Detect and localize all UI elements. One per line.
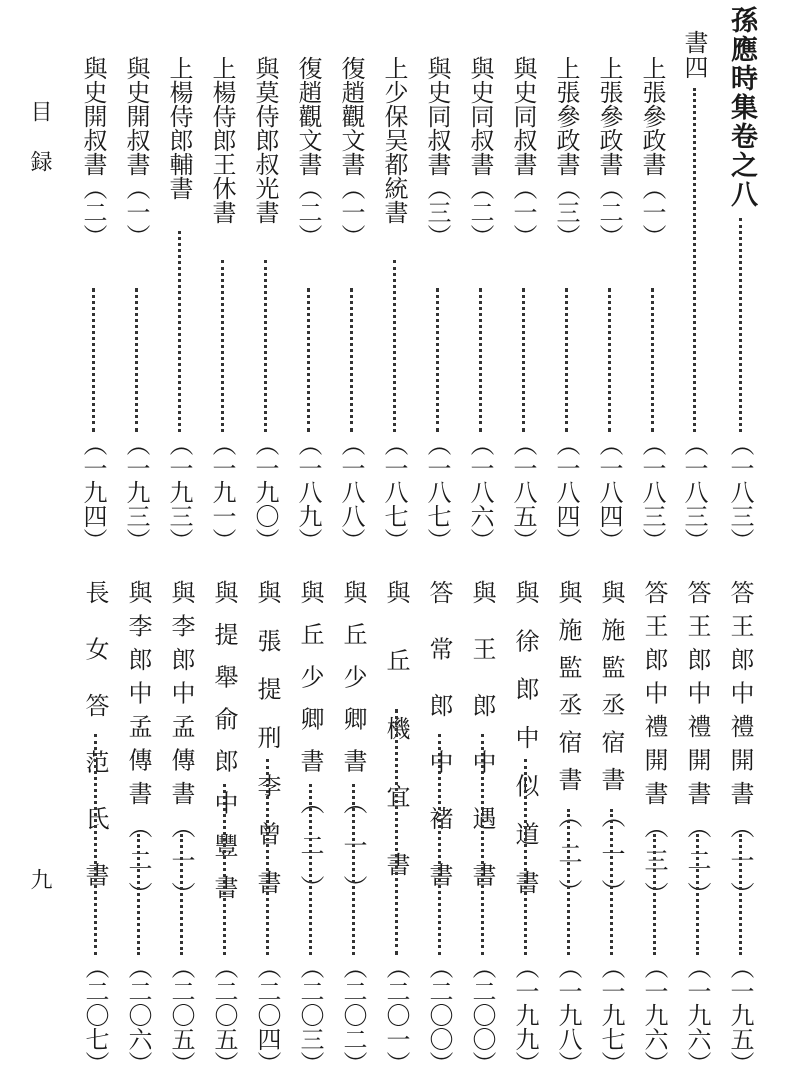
toc-entry-page: （一八八） [337, 432, 365, 552]
toc-entry-leader [352, 784, 355, 955]
toc-entry-title: 與施監丞宿書（一） [597, 580, 625, 916]
toc-entry-page: （一八七） [423, 432, 451, 552]
toc-entry-page: （二〇五） [167, 955, 195, 1075]
toc-entry-title: 與史開叔書（一） [122, 56, 150, 248]
toc-entry-leader [137, 834, 140, 955]
toc-entry-leader [565, 288, 568, 432]
toc-entry-leader [567, 809, 570, 955]
toc-entry-leader [178, 231, 181, 432]
toc-entry-page: （一八四） [595, 432, 623, 552]
toc-entry-page: （一八九） [294, 432, 322, 552]
toc-entry-page: （二〇三） [296, 955, 324, 1075]
toc-entry-leader [739, 834, 742, 955]
toc-entry-page: （一九六） [640, 955, 668, 1075]
toc-entry-page: （一九八） [554, 955, 582, 1075]
toc-entry-leader [266, 759, 269, 955]
toc-entry-leader [350, 288, 353, 432]
toc-entry-title: 復趙觀文書（一） [337, 56, 365, 248]
toc-entry-leader [94, 734, 97, 955]
toc-entry-title: 與史同叔書（二） [466, 56, 494, 248]
toc-entry-page: （一九九） [511, 955, 539, 1075]
toc-entry-leader [522, 288, 525, 432]
toc-entry-page: （一九三） [122, 432, 150, 552]
volume-title-page: （一八三） [726, 432, 754, 552]
toc-entry-page: （一九四） [79, 432, 107, 552]
toc-entry-title: 上楊侍郎王休書 [208, 56, 236, 224]
margin-label-lu: 録 [27, 150, 52, 172]
section-heading-title: 書四 [680, 30, 708, 80]
toc-entry-page: （二〇〇） [425, 955, 453, 1075]
toc-entry-page: （一九七） [597, 955, 625, 1075]
volume-title-leader [739, 218, 742, 432]
toc-entry-page: （一九〇） [251, 432, 279, 552]
toc-entry-title: 上少保吴都統書 [380, 56, 408, 224]
toc-entry-page: （二〇一） [382, 955, 410, 1075]
toc-entry-page: （一八七） [380, 432, 408, 552]
toc-entry-title: 與史開叔書（二） [79, 56, 107, 248]
toc-entry-page: （二〇二） [339, 955, 367, 1075]
toc-entry-leader [524, 759, 527, 955]
section-heading-page: （一八三） [680, 432, 708, 552]
toc-entry-page: （一八六） [466, 432, 494, 552]
toc-entry-leader [135, 288, 138, 432]
toc-entry-title: 與提舉俞郎中豐書 [210, 580, 238, 917]
toc-entry-title: 與丘機宜書 [382, 580, 410, 920]
toc-entry-title: 與施監丞宿書（二） [554, 580, 582, 916]
toc-entry-title: 與莫侍郎叔光書 [251, 56, 279, 224]
toc-entry-leader [438, 734, 441, 955]
toc-entry-leader [651, 288, 654, 432]
toc-entry-leader [653, 834, 656, 955]
toc-entry-leader [395, 709, 398, 955]
margin-label-mu: 目 [27, 100, 52, 122]
toc-entry-page: （一九五） [726, 955, 754, 1075]
toc-entry-page: （二〇六） [124, 955, 152, 1075]
section-heading-leader [693, 88, 696, 432]
toc-entry-page: （二〇〇） [468, 955, 496, 1075]
toc-entry-page: （一九六） [683, 955, 711, 1075]
toc-entry-leader [610, 809, 613, 955]
toc-entry-leader [264, 260, 267, 433]
toc-entry-leader [307, 288, 310, 432]
toc-entry-leader [436, 288, 439, 432]
toc-entry-leader [309, 784, 312, 955]
toc-entry-title: 答常郎中褚書 [425, 580, 453, 919]
toc-entry-leader [608, 288, 611, 432]
toc-entry-page: （一九三） [165, 432, 193, 552]
toc-entry-title: 與王郎中遇書 [468, 580, 496, 919]
toc-entry-title: 與丘少卿書（二） [296, 580, 324, 917]
toc-entry-title: 與李郎中孟傳書（一） [167, 580, 195, 915]
toc-entry-page: （一九一） [208, 432, 236, 552]
toc-entry-title: 與史同叔書（三） [423, 56, 451, 248]
toc-entry-title: 答王郎中禮開書（一） [726, 580, 754, 915]
volume-title-title: 孫應時集卷之八 [726, 6, 757, 209]
toc-entry-title: 答王郎中禮開書（二） [683, 580, 711, 915]
toc-entry-title: 上張參政書（一） [638, 56, 666, 248]
toc-entry-page: （二〇七） [81, 955, 109, 1075]
toc-entry-leader [180, 834, 183, 955]
toc-entry-title: 與張提刑李曾書 [253, 580, 281, 918]
toc-entry-page: （一八三） [638, 432, 666, 552]
toc-entry-title: 上張參政書（三） [552, 56, 580, 248]
toc-entry-leader [696, 834, 699, 955]
toc-entry-title: 與徐郎中似道書 [511, 580, 539, 918]
toc-entry-title: 答王郎中禮開書（三） [640, 580, 668, 915]
toc-entry-title: 上楊侍郎輔書 [165, 56, 193, 200]
toc-entry-page: （二〇四） [253, 955, 281, 1075]
page-number: 九 [27, 868, 52, 890]
toc-entry-title: 復趙觀文書（二） [294, 56, 322, 248]
toc-entry-title: 上張參政書（二） [595, 56, 623, 248]
toc-entry-title: 與李郎中孟傳書（二） [124, 580, 152, 915]
toc-entry-leader [223, 784, 226, 955]
toc-entry-page: （一八五） [509, 432, 537, 552]
toc-entry-leader [481, 734, 484, 955]
toc-entry-leader [221, 260, 224, 433]
toc-entry-leader [479, 288, 482, 432]
toc-entry-leader [393, 260, 396, 433]
toc-entry-title: 與丘少卿書（一） [339, 580, 367, 917]
toc-entry-title: 長女答范氏書 [81, 580, 109, 919]
toc-entry-page: （二〇五） [210, 955, 238, 1075]
toc-entry-page: （一八四） [552, 432, 580, 552]
toc-entry-leader [92, 288, 95, 432]
toc-entry-title: 與史同叔書（一） [509, 56, 537, 248]
